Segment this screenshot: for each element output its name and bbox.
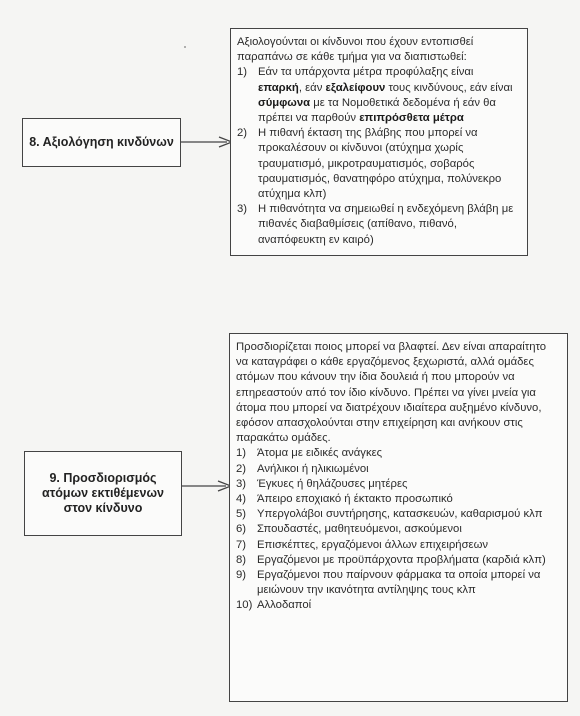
section-8-title: 8. Αξιολόγηση κινδύνων: [29, 135, 174, 149]
section-8-item-1: 1) Εάν τα υπάρχοντα μέτρα προφύλαξης είναι επαρκή, εάν εξαλείφουν τους κινδύνους, εάν είναι σύμφωνα με τα Νομοθετικά δεδομένα ή εάν θα πρέπει να παρθούν επιπρόσθετα μέτρα: [237, 65, 519, 126]
section-9-arrow: [182, 479, 232, 493]
section-9-item-10: 10) Αλλοδαποί: [236, 599, 312, 612]
section-9-item-5: 5) Υπεργολάβοι συντήρησης, κατασκευών, καθαρισμού κλπ: [236, 508, 543, 521]
section-9-list: [236, 446, 559, 613]
section-8-item-3: 3) Η πιθανότητα να σημειωθεί η ενδεχόμενη βλάβη με πιθανές διαβαθμίσεις (απίθανο, πιθανό, αναπόφευκτη εν καιρό): [237, 203, 514, 246]
scan-speck: [184, 46, 186, 48]
section-8-label-box: [22, 118, 181, 167]
section-8-description-box: [230, 28, 528, 256]
section-9-item-1: 1) Άτομα με ειδικές ανάγκες: [236, 447, 383, 460]
section-8-arrow: [181, 135, 233, 149]
section-8-item-2: 2) Η πιθανή έκταση της βλάβης που μπορεί να προκαλέσουν οι κίνδυνοι (ατύχημα χωρίς τραυματισμό, μικροτραυματισμός, σοβαρός τραυματισμός, θανατηφόρο ατύχημα, πολύνεκρο ατύχημα κλπ): [237, 127, 502, 201]
section-9-item-9: 9) Εργαζόμενοι που παίρνουν φάρμακα τα οποία μπορεί να μειώνουν την ικανότητα αντίληψης τους κλπ: [236, 569, 541, 597]
section-9-label-box: [24, 451, 182, 536]
section-9-intro: Προσδιορίζεται ποιος μπορεί να βλαφτεί. Δεν είναι απαραίτητο να καταγράφει ο κάθε εργαζόμενος ξεχωριστά, αλλά ομάδες ατόμων που κάνουν την ίδια δουλειά ή που μπορούν να επηρεαστούν από τον ίδιο κίνδυνο. Πρέπει να γίνει μνεία για άτομα που μπορεί να διατρέχουν ιδιαίτερα αυξημένο κίνδυνο, εφόσον απασχολούνται στην επιχείρηση και ανήκουν στις παρακάτω ομάδες.: [236, 341, 547, 445]
section-8-list: [237, 65, 519, 247]
section-9-item-4: 4) Άπειρο εποχιακό ή έκτακτο προσωπικό: [236, 493, 453, 506]
section-9-item-3: 3) Έγκυες ή θηλάζουσες μητέρες: [236, 477, 408, 490]
section-9-description-box: [229, 333, 568, 702]
section-9-item-8: 8) Εργαζόμενοι με προϋπάρχοντα προβλήματα (καρδιά κλπ): [236, 553, 546, 566]
section-8-item-1-text: Εάν τα υπάρχοντα μέτρα προφύλαξης είναι επαρκή, εάν εξαλείφουν τους κινδύνους, εάν είναι σύμφωνα με τα Νομοθετικά δεδομένα ή εάν θα πρέπει να παρθούν επιπρόσθετα μέτρα: [258, 66, 513, 125]
section-9-title: 9. Προσδιορισμός ατόμων εκτιθέμενων στον κίνδυνο: [42, 471, 164, 515]
section-9-item-7: 7) Επισκέπτες, εργαζόμενοι άλλων επιχειρήσεων: [236, 538, 489, 551]
section-9-item-6: 6) Σπουδαστές, μαθητευόμενοι, ασκούμενοι: [236, 523, 462, 536]
section-8-intro: Αξιολογούνται οι κίνδυνοι που έχουν εντοπισθεί παραπάνω σε κάθε τμήμα για να διαπιστωθεί:: [237, 36, 474, 64]
section-9-item-2: 2) Ανήλικοι ή ηλικιωμένοι: [236, 462, 369, 475]
